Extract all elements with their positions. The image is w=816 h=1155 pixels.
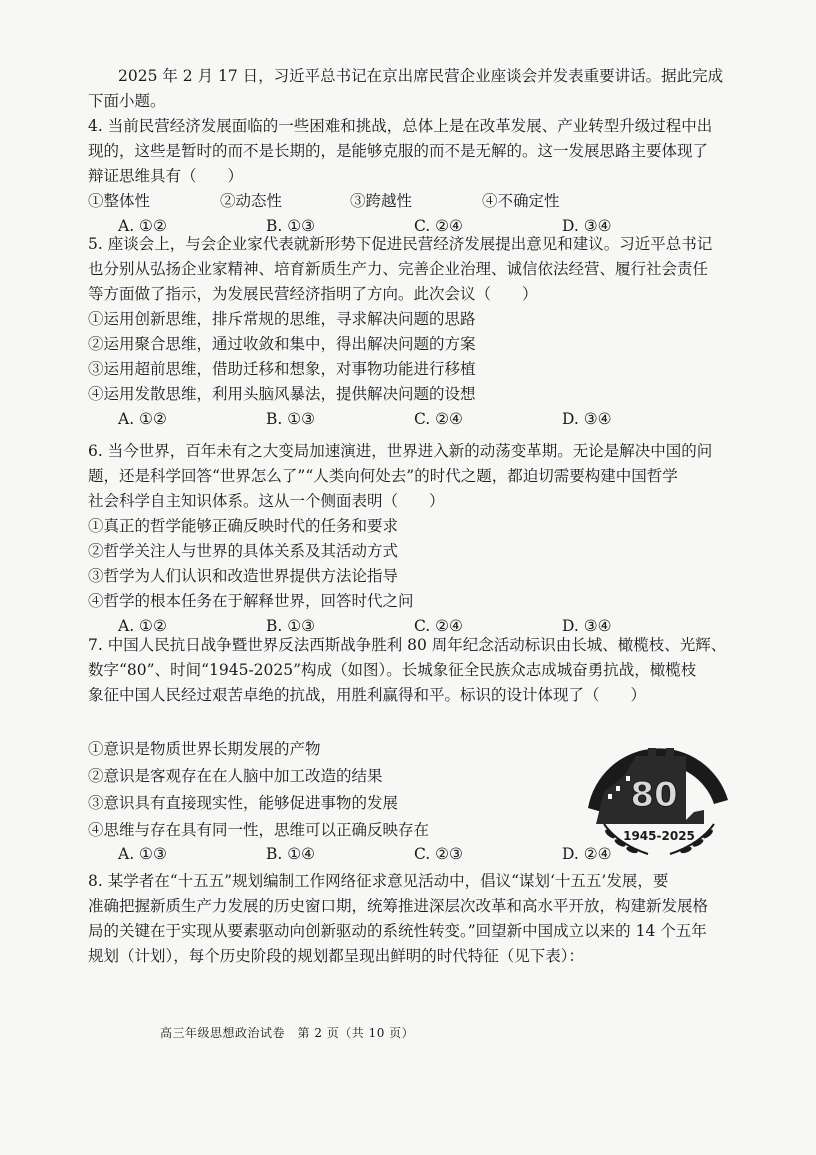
option-1: ①意识是物质世界长期发展的产物 [88,740,321,758]
anniversary-logo [574,712,744,864]
answer-b: B. ①③ [266,617,316,635]
option-2: ②动态性 [220,192,283,210]
answer-d: D. ③④ [562,617,612,635]
logo-years: 1945-2025 [623,829,695,843]
answer-c: C. ②④ [414,217,463,235]
option-4: ④哲学的根本任务在于解释世界，回答时代之问 [88,592,414,610]
answer-d: D. ②④ [562,845,612,863]
answer-d: D. ③④ [562,217,612,235]
answer-b: B. ①④ [266,845,316,863]
intro-line: 2025 年 2 月 17 日，习近平总书记在京出席民营企业座谈会并发表重要讲话。据此完成 [118,67,724,85]
option-4: ④不确定性 [482,192,560,210]
logo-number-80: 80 [630,775,678,815]
answer-a: A. ①③ [118,845,167,863]
question-7-stem: 象征中国人民经过艰苦卓绝的抗战，用胜利赢得和平。标识的设计体现了（ ） [88,686,647,704]
option-1: ①运用创新思维，排斥常规的思维，寻求解决问题的思路 [88,310,476,328]
option-3: ③运用超前思维，借助迁移和想象，对事物功能进行移植 [88,360,476,378]
option-1: ①真正的哲学能够正确反映时代的任务和要求 [88,517,399,535]
answer-c: C. ②④ [414,617,463,635]
option-3: ③哲学为人们认识和改造世界提供方法论指导 [88,567,399,585]
question-7 [88,633,768,708]
option-2: ②哲学关注人与世界的具体关系及其活动方式 [88,542,399,560]
option-3: ③意识具有直接现实性，能够促进事物的发展 [88,794,399,812]
question-8-stem: 规划（计划），每个历史阶段的规划都呈现出鲜明的时代特征（见下表）： [88,947,585,965]
question-5-answers [88,407,768,432]
question-6-stem: 6. 当今世界，百年未有之大变局加速演进，世界进入新的动荡变革期。无论是解决中国的问 [88,442,713,460]
question-6 [88,439,768,639]
question-7-options [88,736,558,844]
question-6-stem: 题，还是科学回答“世界怎么了”“人类向何处去”的时代之题，都迫切需要构建中国哲学 [88,467,678,485]
answer-b: B. ①③ [266,410,316,428]
question-7-stem: 7. 中国人民抗日战争暨世界反法西斯战争胜利 80 周年纪念活动标识由长城、橄榄枝、光辉、 [88,636,727,654]
question-4 [88,114,768,239]
option-2: ②意识是客观存在在人脑中加工改造的结果 [88,767,383,785]
answer-c: C. ②④ [414,410,463,428]
answer-a: A. ①② [118,217,167,235]
answer-b: B. ①③ [266,217,316,235]
question-7-stem: 数字“80”、时间“1945-2025”构成（如图）。长城象征全民族众志成城奋勇抗战，橄榄枝 [88,661,697,679]
intro-passage [88,64,768,114]
question-8-stem: 准确把握新质生产力发展的历史窗口期，统筹推进深层次改革和高水平开放，构建新发展格 [88,897,709,915]
question-8-stem: 8. 某学者在“十五五”规划编制工作网络征求意见活动中，倡议“谋划‘十五五’发展，要 [88,872,669,890]
option-4: ④思维与存在具有同一性，思维可以正确反映存在 [88,821,430,839]
option-3: ③跨越性 [350,192,413,210]
question-5-stem: 5. 座谈会上，与会企业家代表就新形势下促进民营经济发展提出意见和建议。习近平总书记 [88,235,713,253]
option-4: ④运用发散思维，利用头脑风暴法，提供解决问题的设想 [88,385,476,403]
intro-line: 下面小题。 [88,92,166,110]
question-4-stem: 辩证思维具有（ ） [88,167,244,185]
question-4-options [88,189,768,214]
question-4-stem: 现的，这些是暂时的而不是长期的，是能够克服的而不是无解的。这一发展思路主要体现了 [88,142,709,160]
option-1: ①整体性 [88,192,151,210]
question-8-stem: 局的关键在于实现从要素驱动向创新驱动的系统性转变。”回望新中国成立以来的 14 个五年 [88,922,707,940]
answer-a: A. ①② [118,410,167,428]
answer-c: C. ②③ [414,845,463,863]
page-footer: 高三年级思想政治试卷 第 2 页（共 10 页） [160,1026,415,1040]
answer-d: D. ③④ [562,410,612,428]
question-8 [88,869,768,969]
question-5 [88,232,768,432]
question-5-stem: 也分别从弘扬企业家精神、培育新质生产力、完善企业治理、诚信依法经营、履行社会责任 [88,260,709,278]
question-5-stem: 等方面做了指示，为发展民营经济指明了方向。此次会议（ ） [88,285,538,303]
option-2: ②运用聚合思维，通过收敛和集中，得出解决问题的方案 [88,335,476,353]
question-6-stem: 社会科学自主知识体系。这从一个侧面表明（ ） [88,492,445,510]
answer-a: A. ①② [118,617,167,635]
question-4-stem: 4. 当前民营经济发展面临的一些困难和挑战，总体上是在改革发展、产业转型升级过程中出 [88,117,713,135]
